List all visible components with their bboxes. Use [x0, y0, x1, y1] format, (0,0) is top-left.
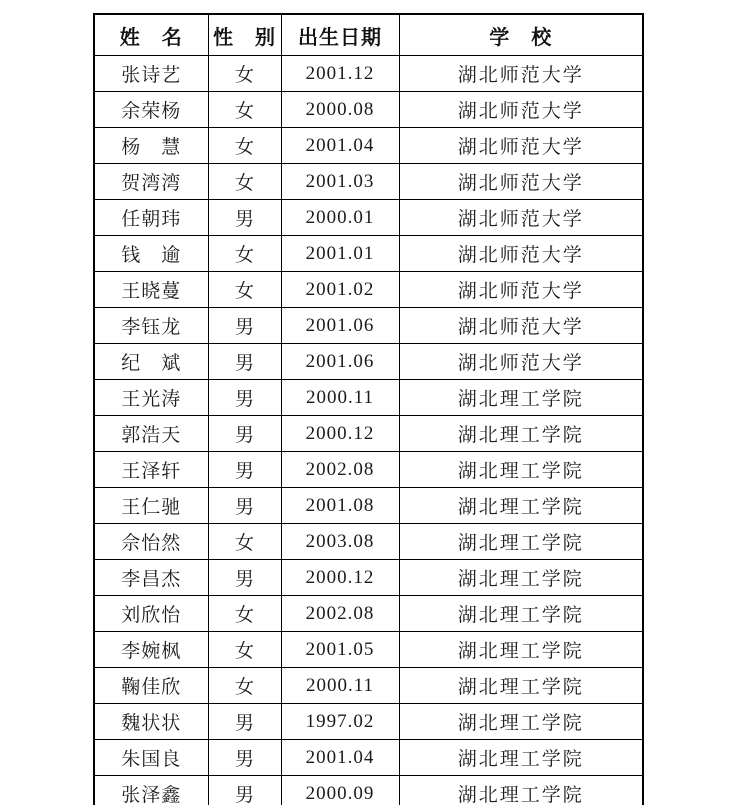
- student-table-container: [93, 13, 642, 805]
- school-cell: 湖北理工学院: [399, 452, 643, 488]
- gender-cell: 女: [208, 164, 281, 200]
- birthdate-cell: 2003.08: [281, 524, 399, 560]
- table-row: [94, 236, 643, 272]
- name-cell: 李昌杰: [94, 560, 208, 596]
- name-cell: 张泽鑫: [94, 776, 208, 805]
- birthdate-cell: 2001.02: [281, 272, 399, 308]
- birthdate-cell: 2001.03: [281, 164, 399, 200]
- gender-cell: 女: [208, 272, 281, 308]
- table-row: [94, 200, 643, 236]
- birthdate-cell: 2000.08: [281, 92, 399, 128]
- gender-cell: 男: [208, 740, 281, 776]
- school-cell: 湖北理工学院: [399, 596, 643, 632]
- name-cell: 杨 慧: [94, 128, 208, 164]
- school-cell: 湖北师范大学: [399, 200, 643, 236]
- name-cell: 王仁驰: [94, 488, 208, 524]
- name-cell: 郭浩天: [94, 416, 208, 452]
- table-row: [94, 560, 643, 596]
- birthdate-cell: 2000.12: [281, 416, 399, 452]
- table-row: [94, 344, 643, 380]
- name-cell: 任朝玮: [94, 200, 208, 236]
- school-cell: 湖北师范大学: [399, 128, 643, 164]
- name-cell: 王晓蔓: [94, 272, 208, 308]
- birthdate-cell: 2001.06: [281, 344, 399, 380]
- school-cell: 湖北师范大学: [399, 236, 643, 272]
- school-cell: 湖北师范大学: [399, 344, 643, 380]
- name-cell: 贺湾湾: [94, 164, 208, 200]
- school-cell: 湖北理工学院: [399, 524, 643, 560]
- gender-cell: 男: [208, 776, 281, 805]
- birthdate-cell: 2002.08: [281, 452, 399, 488]
- name-cell: 张诗艺: [94, 56, 208, 92]
- gender-cell: 男: [208, 416, 281, 452]
- gender-cell: 男: [208, 488, 281, 524]
- gender-cell: 女: [208, 524, 281, 560]
- gender-cell: 女: [208, 56, 281, 92]
- school-cell: 湖北理工学院: [399, 416, 643, 452]
- column-header-name: 姓 名: [94, 14, 208, 56]
- table-row: [94, 704, 643, 740]
- name-cell: 余荣杨: [94, 92, 208, 128]
- birthdate-cell: 2000.12: [281, 560, 399, 596]
- table-row: [94, 308, 643, 344]
- school-cell: 湖北理工学院: [399, 380, 643, 416]
- school-cell: 湖北师范大学: [399, 56, 643, 92]
- name-cell: 鞠佳欣: [94, 668, 208, 704]
- school-cell: 湖北师范大学: [399, 164, 643, 200]
- table-row: [94, 596, 643, 632]
- name-cell: 李钰龙: [94, 308, 208, 344]
- gender-cell: 女: [208, 236, 281, 272]
- birthdate-cell: 2001.01: [281, 236, 399, 272]
- name-cell: 朱国良: [94, 740, 208, 776]
- school-cell: 湖北理工学院: [399, 560, 643, 596]
- gender-cell: 男: [208, 452, 281, 488]
- gender-cell: 男: [208, 200, 281, 236]
- gender-cell: 女: [208, 632, 281, 668]
- birthdate-cell: 2000.01: [281, 200, 399, 236]
- table-row: [94, 452, 643, 488]
- table-row: [94, 668, 643, 704]
- school-cell: 湖北理工学院: [399, 632, 643, 668]
- name-cell: 佘怡然: [94, 524, 208, 560]
- birthdate-cell: 1997.02: [281, 704, 399, 740]
- school-cell: 湖北师范大学: [399, 272, 643, 308]
- table-row: [94, 56, 643, 92]
- table-row: [94, 524, 643, 560]
- name-cell: 刘欣怡: [94, 596, 208, 632]
- table-row: [94, 92, 643, 128]
- name-cell: 王光涛: [94, 380, 208, 416]
- table-row: [94, 380, 643, 416]
- column-header-gender: 性 别: [208, 14, 281, 56]
- birthdate-cell: 2001.06: [281, 308, 399, 344]
- student-table-header: [94, 14, 643, 56]
- birthdate-cell: 2001.08: [281, 488, 399, 524]
- gender-cell: 女: [208, 596, 281, 632]
- school-cell: 湖北理工学院: [399, 704, 643, 740]
- name-cell: 李婉枫: [94, 632, 208, 668]
- table-row: [94, 488, 643, 524]
- header-row: [94, 14, 643, 56]
- table-row: [94, 740, 643, 776]
- student-table: [93, 13, 644, 805]
- table-row: [94, 776, 643, 805]
- birthdate-cell: 2001.04: [281, 128, 399, 164]
- table-row: [94, 164, 643, 200]
- gender-cell: 男: [208, 704, 281, 740]
- column-header-birthdate: 出生日期: [281, 14, 399, 56]
- birthdate-cell: 2000.09: [281, 776, 399, 805]
- birthdate-cell: 2000.11: [281, 668, 399, 704]
- gender-cell: 男: [208, 560, 281, 596]
- birthdate-cell: 2002.08: [281, 596, 399, 632]
- gender-cell: 男: [208, 344, 281, 380]
- school-cell: 湖北理工学院: [399, 776, 643, 805]
- table-row: [94, 128, 643, 164]
- table-row: [94, 272, 643, 308]
- gender-cell: 女: [208, 92, 281, 128]
- gender-cell: 女: [208, 128, 281, 164]
- school-cell: 湖北理工学院: [399, 740, 643, 776]
- birthdate-cell: 2001.12: [281, 56, 399, 92]
- name-cell: 王泽轩: [94, 452, 208, 488]
- school-cell: 湖北师范大学: [399, 92, 643, 128]
- column-header-school: 学 校: [399, 14, 643, 56]
- table-row: [94, 632, 643, 668]
- gender-cell: 男: [208, 380, 281, 416]
- birthdate-cell: 2000.11: [281, 380, 399, 416]
- name-cell: 魏状状: [94, 704, 208, 740]
- student-table-body: [94, 56, 643, 805]
- school-cell: 湖北理工学院: [399, 668, 643, 704]
- table-row: [94, 416, 643, 452]
- gender-cell: 女: [208, 668, 281, 704]
- name-cell: 钱 逾: [94, 236, 208, 272]
- school-cell: 湖北师范大学: [399, 308, 643, 344]
- name-cell: 纪 斌: [94, 344, 208, 380]
- birthdate-cell: 2001.05: [281, 632, 399, 668]
- school-cell: 湖北理工学院: [399, 488, 643, 524]
- birthdate-cell: 2001.04: [281, 740, 399, 776]
- gender-cell: 男: [208, 308, 281, 344]
